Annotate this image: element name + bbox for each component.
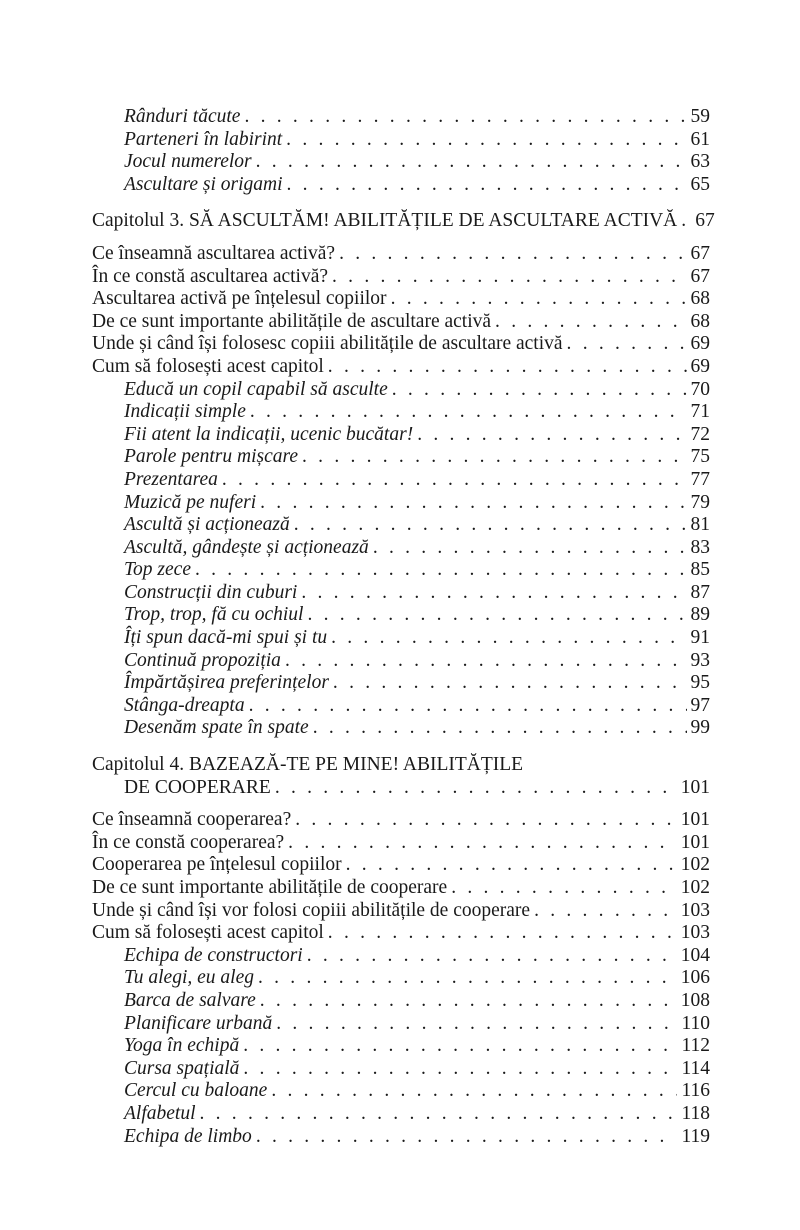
page-number: 116 <box>681 1080 710 1102</box>
page-number: 68 <box>690 288 710 310</box>
entry-title: Rânduri tăcute <box>124 106 241 127</box>
dot-leader <box>301 582 686 605</box>
dot-leader <box>256 151 687 174</box>
page-number: 91 <box>690 627 710 649</box>
entry-title: Parole pentru mișcare <box>124 446 299 468</box>
toc-entry <box>92 854 710 877</box>
toc-entry <box>92 1103 710 1126</box>
page-number: 93 <box>690 649 710 671</box>
dot-leader <box>271 1080 677 1103</box>
toc-entry <box>92 559 710 582</box>
entry-title: Indicații simple <box>124 401 246 423</box>
dot-leader <box>346 854 677 877</box>
entry-title: Construcții din cuburi <box>124 581 298 603</box>
entry-title: Top zece <box>124 559 191 581</box>
toc-entry <box>92 945 710 968</box>
chapter-4-heading-line-1 <box>92 754 710 777</box>
toc-entry <box>92 650 710 673</box>
entry-title: Unde și când își vor folosi copiii abilitățile de cooperare <box>92 899 531 921</box>
dot-leader <box>331 627 686 650</box>
entry-title: Desenăm spate în spate <box>124 717 309 739</box>
toc-entry <box>92 266 710 289</box>
entry-title: Cum să folosești acest capitol <box>92 922 324 944</box>
dot-leader <box>200 1103 678 1126</box>
toc-entry <box>92 243 710 266</box>
page-number: 119 <box>681 1125 710 1147</box>
dot-leader <box>260 990 677 1013</box>
dot-leader <box>391 288 687 311</box>
entry-title: Tu alegi, eu aleg <box>124 967 254 989</box>
entry-title: Cursa spațială <box>124 1057 240 1079</box>
chapter-title: Capitolul 4. BAZEAZĂ-TE PE MINE! ABILITĂȚILE <box>92 754 524 776</box>
chapter-3-entries <box>92 243 710 379</box>
dot-leader <box>294 514 687 537</box>
dot-leader <box>332 266 686 289</box>
entry-title: Îți spun dacă-mi spui și tu <box>124 627 328 649</box>
dot-leader <box>285 650 687 673</box>
page-number: 79 <box>690 491 710 513</box>
activity-list-continued <box>92 106 710 196</box>
dot-leader <box>333 672 687 695</box>
entry-title: Echipa de limbo <box>124 1125 252 1147</box>
toc-entry <box>92 469 710 492</box>
entry-title: Trop, trop, fă cu ochiul <box>124 604 304 626</box>
dot-leader <box>260 492 686 515</box>
dot-leader <box>392 379 687 402</box>
toc-entry <box>92 900 710 923</box>
page-number: 61 <box>690 128 710 150</box>
page-number: 69 <box>690 333 710 355</box>
page-number: 95 <box>690 672 710 694</box>
page-number: 65 <box>690 173 710 195</box>
entry-title: Ascultare și origami <box>124 173 283 195</box>
toc-entry <box>92 1013 710 1036</box>
toc-entry <box>92 537 710 560</box>
entry-title: Ascultarea activă pe înțelesul copiilor <box>92 288 387 310</box>
entry-title: Yoga în echipă <box>124 1035 240 1057</box>
dot-leader <box>328 356 687 379</box>
page-number: 112 <box>681 1035 710 1057</box>
page-number: 69 <box>690 355 710 377</box>
page-number: 77 <box>690 468 710 490</box>
toc-entry <box>92 514 710 537</box>
page-number: 104 <box>680 944 710 966</box>
page-number: 72 <box>690 423 710 445</box>
page-number: 83 <box>690 536 710 558</box>
page-number: 118 <box>681 1102 710 1124</box>
toc-entry <box>92 582 710 605</box>
toc-entry <box>92 174 710 197</box>
dot-leader <box>275 777 677 800</box>
toc-entry <box>92 1080 710 1103</box>
chapter-4-activities <box>92 945 710 1148</box>
dot-leader <box>256 1126 678 1149</box>
page-number: 75 <box>690 446 710 468</box>
dot-leader <box>307 945 677 968</box>
page-number: 63 <box>690 151 710 173</box>
entry-title: Ce înseamnă ascultarea activă? <box>92 242 336 264</box>
dot-leader <box>339 243 686 266</box>
entry-title: Barca de salvare <box>124 989 256 1011</box>
page-number: 102 <box>680 877 710 898</box>
toc-entry <box>92 1058 710 1081</box>
page-number: 81 <box>690 514 710 536</box>
entry-title: Cum să folosești acest capitol <box>92 355 324 377</box>
dot-leader <box>286 129 686 152</box>
dot-leader <box>243 1058 677 1081</box>
toc-entry <box>92 356 710 379</box>
toc-entry <box>92 922 710 945</box>
dot-leader <box>249 695 687 718</box>
dot-leader <box>328 922 677 945</box>
entry-title: Muzică pe nuferi <box>124 491 257 513</box>
toc-entry <box>92 446 710 469</box>
entry-title: De ce sunt importante abilitățile de cooperare <box>92 877 448 898</box>
entry-title: Prezentarea <box>124 468 218 490</box>
page-number: 68 <box>690 310 710 332</box>
chapter-3-activities <box>92 379 710 741</box>
toc-entry <box>92 379 710 402</box>
page-number: 97 <box>690 694 710 716</box>
entry-title: Ascultă și acționează <box>124 514 290 536</box>
toc-entry <box>92 1035 710 1058</box>
chapter-4-heading-line-2 <box>92 777 710 800</box>
entry-title: În ce constă ascultarea activă? <box>92 265 329 287</box>
toc-entry <box>92 333 710 356</box>
dot-leader <box>495 311 686 334</box>
dot-leader <box>195 559 687 582</box>
page-number: 67 <box>690 242 710 264</box>
page-number: 67 <box>695 210 715 232</box>
toc-entry <box>92 967 710 990</box>
toc-entry <box>92 1126 710 1149</box>
entry-title: Educă un copil capabil să asculte <box>124 378 388 400</box>
entry-title: Fii atent la indicații, ucenic bucătar! <box>124 423 414 445</box>
entry-title: Stânga-dreapta <box>124 694 245 716</box>
entry-title: Alfabetul <box>124 1102 196 1124</box>
table-of-contents <box>92 106 715 1148</box>
dot-leader <box>287 174 687 197</box>
page-number: 101 <box>680 809 710 831</box>
page-number: 99 <box>690 717 710 739</box>
chapter-title-continued: DE COOPERARE <box>124 776 271 798</box>
page-number: 103 <box>680 899 710 921</box>
page-number: 103 <box>680 922 710 944</box>
dot-leader <box>373 537 687 560</box>
dot-leader <box>567 333 687 356</box>
toc-entry <box>92 288 710 311</box>
dot-leader <box>250 401 687 424</box>
dot-leader <box>295 809 677 832</box>
toc-entry <box>92 832 710 855</box>
toc-entry <box>92 424 710 447</box>
page-number: 101 <box>680 831 710 853</box>
entry-title: Cercul cu baloane <box>124 1080 268 1102</box>
page-number: 71 <box>690 401 710 423</box>
page-number: 70 <box>690 378 710 400</box>
page-number: 101 <box>680 776 710 798</box>
dot-leader <box>276 1013 677 1036</box>
page-number: 102 <box>680 854 710 876</box>
toc-entry <box>92 604 710 627</box>
toc-entry <box>92 717 710 740</box>
dot-leader <box>534 900 677 923</box>
entry-title: Ascultă, gândește și acționează <box>124 536 369 558</box>
chapter-4-entries <box>92 809 710 945</box>
entry-title: Ce înseamnă cooperarea? <box>92 809 292 831</box>
entry-title: Împărtășirea preferințelor <box>124 672 329 694</box>
dot-leader <box>222 469 687 492</box>
page-number: 89 <box>690 604 710 626</box>
page-number: 85 <box>690 559 710 581</box>
toc-entry <box>92 151 710 174</box>
toc-entry <box>92 129 710 152</box>
chapter-3-heading <box>92 210 715 233</box>
dot-leader <box>243 1035 677 1058</box>
toc-entry <box>92 877 710 900</box>
page-number: 106 <box>680 967 710 989</box>
dot-leader <box>244 106 686 129</box>
toc-entry <box>92 492 710 515</box>
dot-leader <box>288 832 677 855</box>
entry-title: Echipa de constructori <box>124 944 303 966</box>
toc-entry <box>92 311 710 334</box>
page-number: 108 <box>680 989 710 1011</box>
toc-entry <box>92 672 710 695</box>
entry-title: De ce sunt importante abilitățile de ascultare activă <box>92 310 492 332</box>
chapter-title: Capitolul 3. SĂ ASCULTĂM! ABILITĂȚILE DE ASCULTARE ACTIVĂ <box>92 210 678 232</box>
toc-entry <box>92 695 710 718</box>
entry-title: Parteneri în labirint <box>124 128 283 150</box>
page-number: 114 <box>681 1057 710 1079</box>
dot-leader <box>681 210 691 233</box>
dot-leader <box>302 446 686 469</box>
entry-title: Unde și când își folosesc copiii abilitățile de ascultare activă <box>92 333 563 355</box>
page-number: 67 <box>690 265 710 287</box>
entry-title: Continuă propoziția <box>124 649 281 671</box>
dot-leader <box>417 424 686 447</box>
page-number: 110 <box>681 1012 710 1034</box>
entry-title: Planificare urbană <box>124 1012 273 1034</box>
toc-entry <box>92 627 710 650</box>
dot-leader <box>313 717 687 740</box>
toc-entry <box>92 809 710 832</box>
entry-title: Cooperarea pe înțelesul copiilor <box>92 854 342 876</box>
dot-leader <box>258 967 677 990</box>
dot-leader <box>307 604 686 627</box>
toc-entry <box>92 401 710 424</box>
entry-title: Jocul numerelor <box>124 151 252 173</box>
dot-leader <box>451 877 677 900</box>
toc-entry <box>92 990 710 1013</box>
page-number: 87 <box>690 581 710 603</box>
page-number: 59 <box>690 106 710 127</box>
toc-entry <box>92 106 710 129</box>
entry-title: În ce constă cooperarea? <box>92 831 285 853</box>
